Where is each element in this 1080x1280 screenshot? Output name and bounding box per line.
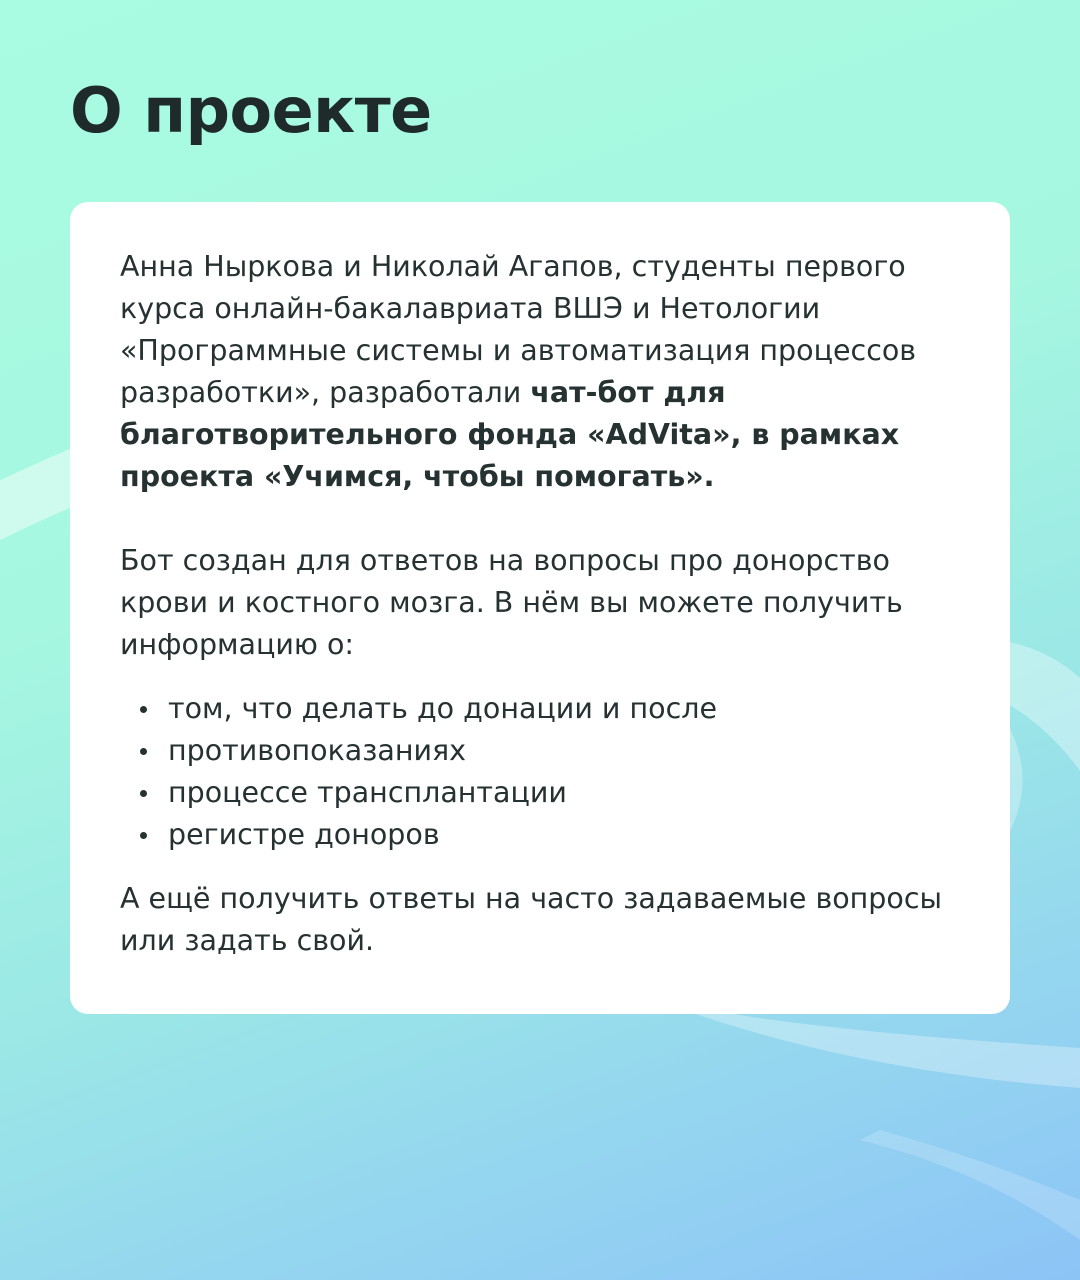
bullet-icon [140, 748, 147, 755]
bullet-icon [140, 832, 147, 839]
list-item-text: противопоказаниях [168, 734, 467, 767]
intro-bold-text: чат-бот для благотворительного фонда «AdVita», в рамках проекта «Учимся, чтобы помогать». [120, 376, 900, 493]
intro-text: Анна Ныркова и Николай Агапов, студенты первого курса онлайн-бакалавриата ВШЭ и Нетологии «Программные системы и автоматизация процессов разработки», разработали [120, 250, 917, 409]
bullet-icon [140, 790, 147, 797]
closing-paragraph: А ещё получить ответы на часто задаваемые вопросы или задать свой. [120, 882, 943, 957]
list-item-text: том, что делать до донации и после [168, 692, 717, 725]
intro-paragraph [120, 246, 960, 498]
bot-description-paragraph: Бот создан для ответов на вопросы про донорство крови и костного мозга. В нём вы можете получить информацию о: [120, 544, 903, 661]
list-item-text: регистре доноров [168, 818, 440, 851]
list-item [120, 814, 960, 856]
about-project-card [70, 202, 1010, 1014]
list-item-text: процессе трансплантации [168, 776, 567, 809]
list-item [120, 688, 960, 730]
list-item [120, 730, 960, 772]
topics-list [120, 688, 960, 856]
page-title: О проекте [70, 74, 432, 147]
list-item [120, 772, 960, 814]
bullet-icon [140, 706, 147, 713]
